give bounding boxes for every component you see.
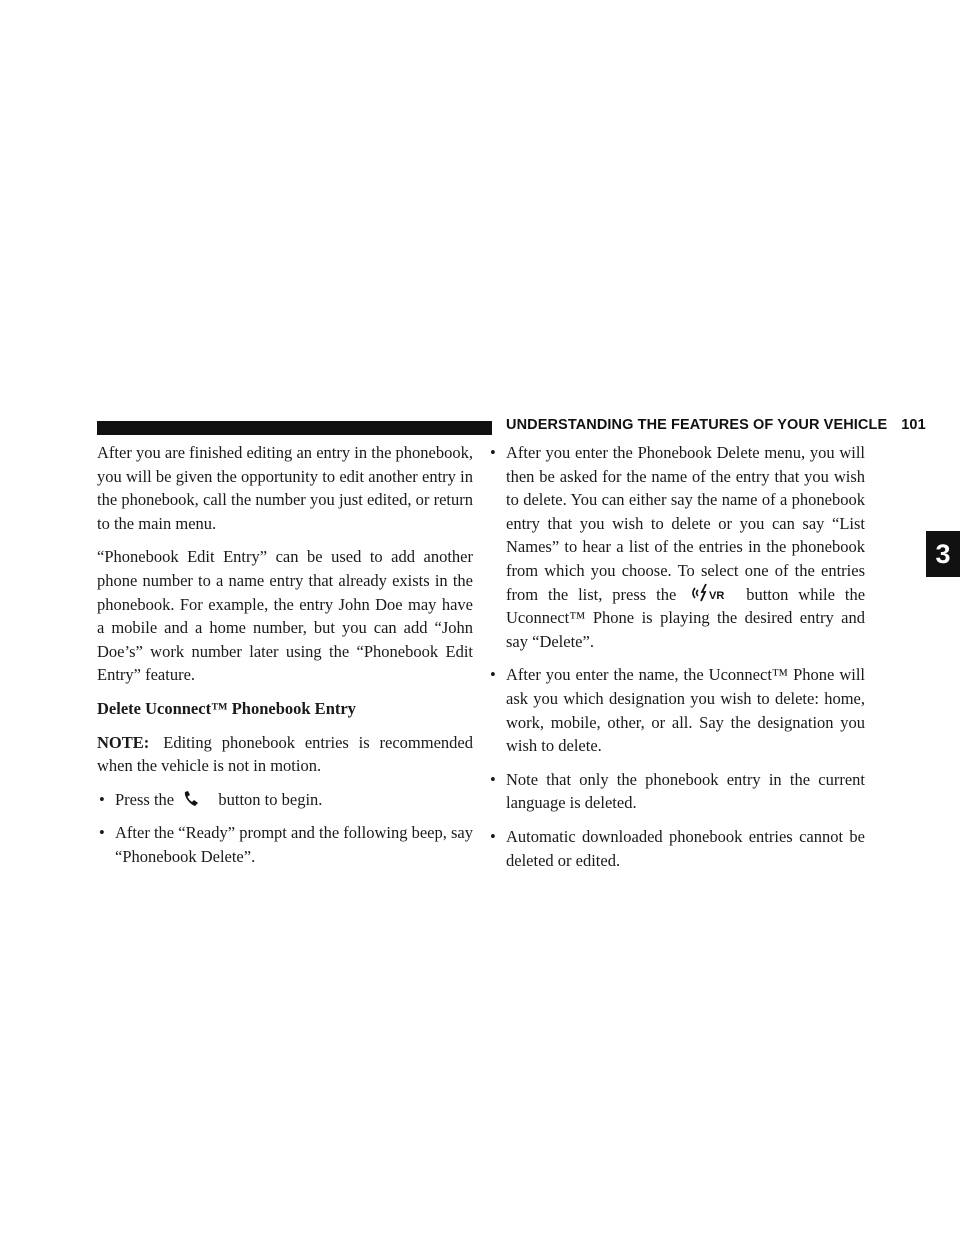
paragraph-editing-finished: After you are finished editing an entry in the phonebook, you will be given the opportunity to edit another entry in the phonebook, call the number you just edited, or return to the main menu. xyxy=(97,443,473,533)
left-column xyxy=(97,441,473,879)
list-item xyxy=(488,441,865,653)
header-title: UNDERSTANDING THE FEATURES OF YOUR VEHICLE xyxy=(506,417,888,433)
section-heading: Delete Uconnect™ Phonebook Entry xyxy=(97,698,356,718)
note-label: NOTE: xyxy=(97,732,150,752)
list-item: • Note that only the phonebook entry in the current language is deleted. xyxy=(488,768,865,815)
chapter-tab: 3 xyxy=(926,531,960,577)
bullet-text: button to begin. xyxy=(218,789,323,809)
bullet-text: Press the xyxy=(115,789,175,809)
note xyxy=(97,731,473,778)
running-header xyxy=(506,417,926,433)
phone-handset-icon xyxy=(181,790,211,808)
list-item: • After the “Ready” prompt and the following beep, say “Phonebook Delete”. xyxy=(97,821,473,868)
paragraph-edit-entry: “Phonebook Edit Entry” can be used to add another phone number to a name entry that already exists in the phonebook. For example, the entry John Doe may have a mobile and a home number, but you can add “John Doe’s” work number later using the “Phonebook Edit Entry” feature. xyxy=(97,547,473,685)
note-text: Editing phonebook entries is recommended when the vehicle is not in motion. xyxy=(97,732,473,776)
page-number: 101 xyxy=(901,417,926,433)
bullet-text: After you enter the Phonebook Delete menu, you will then be asked for the name of the entry that you wish to delete. You can either say the name of a phonebook entry that you wish to delete or you can say “List Names” to hear a list of the entries in the phonebook from which you choose. To select one of the entries from the list, press the xyxy=(506,443,865,604)
svg-text:VR: VR xyxy=(709,589,725,602)
list-item: • Automatic downloaded phonebook entries cannot be deleted or edited. xyxy=(488,825,865,872)
right-column xyxy=(488,441,865,882)
bullet-text: button while the Uconnect™ Phone is playing the desired entry and say “Delete”. xyxy=(506,584,866,651)
header-rule xyxy=(97,421,492,435)
voice-recognition-vr-icon xyxy=(689,583,733,603)
list-item xyxy=(97,788,473,812)
list-item: • After you enter the name, the Uconnect™ Phone will ask you which designation you wish to delete: home, work, mobile, other, or all. Say the designation you wish to delete. xyxy=(488,663,865,757)
